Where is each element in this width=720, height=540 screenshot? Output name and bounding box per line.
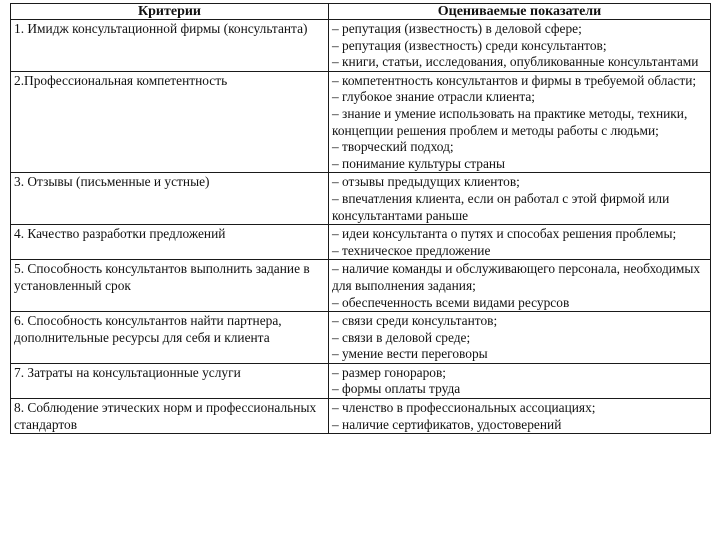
criterion-cell: 5. Способность консультантов выполнить задание в установленный срок: [11, 260, 329, 312]
document-page: [10, 3, 710, 434]
indicator-item: – книги, статьи, исследования, опубликованные консультантами: [332, 54, 699, 70]
indicator-item: – умение вести переговоры: [332, 346, 488, 362]
indicator-item: – глубокое знание отрасли клиента;: [332, 89, 536, 105]
table-row: [11, 363, 711, 398]
table-row: [11, 260, 711, 312]
indicators-cell: [329, 225, 711, 260]
indicator-item: – знание и умение использовать на практике методы, техники, концепции решения проблем и методы работы с людьми;: [332, 105, 688, 138]
indicators-cell: [329, 173, 711, 225]
indicator-item: – репутация (известность) в деловой сфере;: [332, 21, 582, 36]
indicators-cell: [329, 71, 711, 173]
criterion-cell: 3. Отзывы (письменные и устные): [11, 173, 329, 225]
indicator-item: – идеи консультанта о путях и способах решения проблемы;: [332, 226, 677, 242]
table-row: [11, 71, 711, 173]
indicator-item: – наличие команды и обслуживающего персонала, необходимых для выполнения задания;: [332, 261, 701, 293]
table-header-row: [11, 4, 711, 20]
indicator-item: – связи среди консультантов;: [332, 313, 498, 329]
table-row: [11, 312, 711, 364]
indicator-item: – членство в профессиональных ассоциациях;: [332, 400, 596, 416]
indicator-item: – обеспеченность всеми видами ресурсов: [332, 294, 570, 310]
indicator-item: – понимание культуры страны: [332, 155, 506, 171]
indicator-item: – наличие сертификатов, удостоверений: [332, 416, 562, 432]
indicators-cell: [329, 312, 711, 364]
criterion-cell: 1. Имидж консультационной фирмы (консультанта): [11, 20, 329, 72]
indicators-cell: [329, 399, 711, 434]
table-row: [11, 20, 711, 72]
criterion-cell: 2.Профессиональная компетентность: [11, 71, 329, 173]
indicator-item: – связи в деловой среде;: [332, 329, 471, 345]
criteria-table: [10, 3, 711, 434]
indicator-item: – отзывы предыдущих клиентов;: [332, 174, 520, 190]
criterion-cell: 6. Способность консультантов найти партнера, дополнительные ресурсы для себя и клиента: [11, 312, 329, 364]
table-row: [11, 399, 711, 434]
criterion-cell: 8. Соблюдение этических норм и профессиональных стандартов: [11, 399, 329, 434]
header-criteria: Критерии: [11, 4, 329, 20]
criterion-cell: 4. Качество разработки предложений: [11, 225, 329, 260]
table-row: [11, 173, 711, 225]
indicators-cell: [329, 260, 711, 312]
table-row: [11, 225, 711, 260]
indicator-item: – техническое предложение: [332, 242, 491, 258]
header-indicators: Оцениваемые показатели: [329, 4, 711, 20]
indicator-item: – творческий подход;: [332, 139, 454, 155]
indicator-item: – размер гонораров;: [332, 364, 447, 380]
indicators-cell: [329, 20, 711, 72]
indicator-item: – формы оплаты труда: [332, 381, 461, 397]
indicators-cell: [329, 363, 711, 398]
indicator-item: – компетентность консультантов и фирмы в требуемой области;: [332, 72, 697, 88]
criterion-cell: 7. Затраты на консультационные услуги: [11, 363, 329, 398]
indicator-item: – репутация (известность) среди консультантов;: [332, 37, 607, 53]
indicator-item: – впечатления клиента, если он работал с этой фирмой или консультантами раньше: [332, 190, 670, 223]
